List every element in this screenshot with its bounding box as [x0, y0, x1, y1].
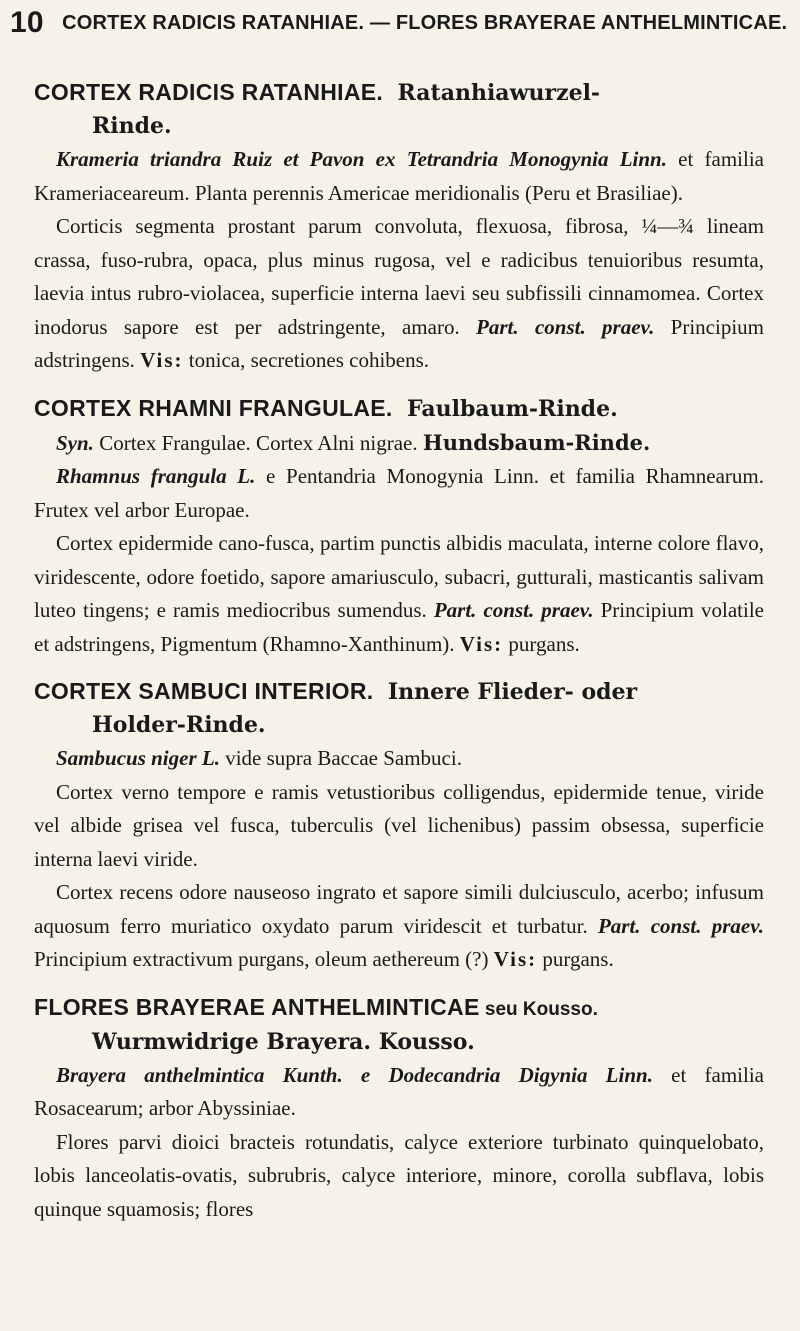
paragraph-text: Principium extractivum purgans, oleum aethereum (?) — [34, 947, 494, 971]
paragraph-text: et familia Krameriaceareum. Planta perennis Americae meridionalis (Peru et Brasiliae). — [34, 147, 764, 205]
part-const-label: Part. const. praev. — [433, 598, 594, 622]
section-title-german: Innere Flieder- oder — [387, 679, 638, 705]
paragraph — [34, 460, 764, 527]
section-title-latin: CORTEX SAMBUCI INTERIOR. — [34, 678, 374, 704]
paragraph — [34, 1059, 764, 1126]
paragraph-text: Principium adstringens. — [34, 314, 764, 372]
section-title-german: Wurmwidrige Brayera. Kousso. — [92, 1028, 475, 1055]
section-title-latin: CORTEX RADICIS RATANHIAE. — [34, 79, 384, 105]
paragraph-text: tonica, secretiones cohibens. — [183, 348, 430, 372]
paragraph-text: Flores parvi dioici bracteis rotundatis, calyce exteriore turbinato quinquelobato, lobis lanceolatis-ovatis, subrubris, calyce interiore, minore, corolla subflava, lobis quinque squamosis; flores — [34, 1129, 764, 1221]
page-number: 10 — [10, 6, 44, 39]
syn-label: Syn. — [56, 430, 94, 455]
german-name: Hundsbaum-Rinde. — [422, 429, 651, 455]
paragraph-text: et familia Rosacearum; arbor Abyssiniae. — [34, 1062, 764, 1120]
paragraph-text: e Pentandria Monogynia Linn. et familia Rhamnearum. Frutex vel arbor Europae. — [34, 464, 764, 522]
paragraph — [34, 210, 764, 378]
paragraph-text: Cortex epidermide cano-fusca, partim punctis albidis maculata, interne colore flavo, viridescente, odore foetido, sapore amariusculo, subacri, gutturali, masticantis salivam luteo tingens; e ramis mediocribus sumendus. — [34, 531, 764, 622]
section-title-latin: CORTEX RHAMNI FRANGULAE. — [34, 394, 393, 421]
section-heading-rhamni — [34, 392, 764, 426]
paragraph — [34, 776, 764, 877]
paragraph — [34, 1126, 764, 1227]
synonyms — [34, 426, 764, 461]
plant-name: Rhamnus frangula L. — [56, 464, 256, 488]
vis-label: Vis: — [459, 631, 504, 656]
section-heading-brayerae — [34, 991, 764, 1059]
running-header — [10, 6, 788, 40]
section-title-latin: FLORES BRAYERAE ANTHELMINTICAE — [34, 993, 480, 1020]
paragraph-text: purgans. — [537, 947, 614, 971]
paragraph-text: Cortex verno tempore e ramis vetustioribus colligendus, epidermide tenue, viride vel albide grisea vel fusca, tuberculis (vel lichenibus) passim obsessa, superficie interna laevi viride. — [34, 779, 764, 871]
paragraph — [34, 143, 764, 210]
plant-name: Brayera anthelmintica Kunth. e Dodecandria Digynia Linn. — [56, 1062, 653, 1087]
plant-name: Sambucus niger L. — [56, 746, 220, 770]
paragraph-text: vide supra Baccae Sambuci. — [219, 746, 462, 770]
running-title: CORTEX RADICIS RATANHIAE. — FLORES BRAYERAE ANTHELMINTICAE. — [62, 12, 788, 34]
section-title-german-cont: Holder-Rinde. — [92, 712, 266, 738]
section-title-tail: seu Kousso. — [479, 998, 598, 1020]
section-title-german: Ratanhiawurzel- — [397, 80, 601, 106]
paragraph-text: purgans. — [503, 631, 580, 656]
paragraph-text: Cortex Frangulae. Cortex Alni nigrae. — [93, 430, 423, 455]
paragraph — [34, 876, 764, 977]
plant-name: Krameria triandra Ruiz et Pavon ex Tetrandria Monogynia Linn. — [56, 147, 667, 171]
paragraph-text: Cortex recens odore nauseoso ingrato et sapore simili dulciusculo, acerbo; infusum aquosum ferro muriatico oxydato parum viridescit et turbatur. — [34, 880, 764, 938]
paragraph — [34, 527, 764, 661]
vis-label: Vis: — [140, 348, 184, 372]
paragraph-text: Corticis segmenta prostant parum convoluta, flexuosa, fibrosa, ¼—¾ lineam crassa, fuso-rubra, opaca, plus minus rugosa, vel e radicibus tenuioribus resumta, laevia intus rubro-violacea, superficie interna laevi seu subfissili cinnamomea. Cortex inodorus sapore est per adstringente, amaro. — [34, 214, 764, 339]
paragraph-text: Principium volatile et adstringens, Pigmentum (Rhamno-Xanthinum). — [34, 598, 764, 656]
section-title-german: Faulbaum-Rinde. — [406, 395, 618, 422]
page-body — [34, 66, 764, 1226]
part-const-label: Part. const. praev. — [597, 913, 764, 938]
section-heading-sambuci — [34, 675, 764, 742]
paragraph — [34, 742, 764, 776]
section-heading-ratanhiae — [34, 76, 764, 143]
section-title-german-cont: Rinde. — [92, 113, 172, 139]
vis-label: Vis: — [493, 947, 538, 971]
part-const-label: Part. const. praev. — [476, 314, 655, 339]
